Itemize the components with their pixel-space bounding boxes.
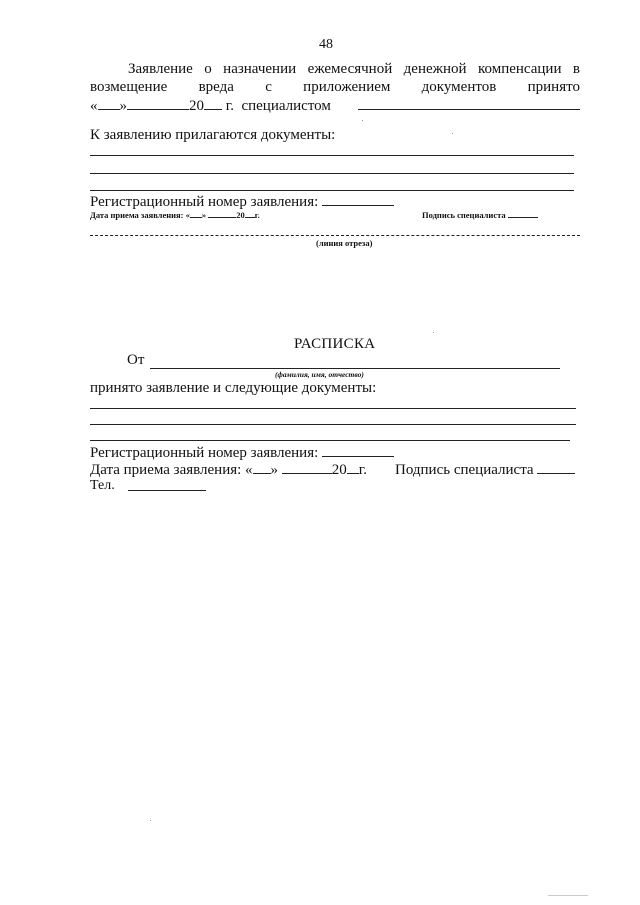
receipt-reg-number-row: Регистрационный номер заявления: (90, 443, 394, 462)
scan-speck (452, 133, 453, 134)
doc-line-1[interactable] (90, 155, 574, 156)
receipt-doc-line-1[interactable] (90, 408, 576, 409)
date-day-blank[interactable] (190, 209, 202, 218)
word-prilozheniem: приложением (303, 79, 391, 95)
phone-label: Тел. (90, 478, 115, 493)
phone-line[interactable] (128, 490, 206, 491)
receipt-doc-line-3[interactable] (90, 440, 570, 441)
statement-line-1: Заявление о назначении ежемесячной денежной компенсации в (128, 61, 580, 77)
receipt-signature-row: Подпись специалиста (395, 460, 575, 479)
word-vreda: вреда (198, 79, 234, 95)
reg-number-row: Регистрационный номер заявления: (90, 192, 394, 211)
receipt-doc-line-2[interactable] (90, 424, 576, 425)
cut-line-label: (линия отреза) (316, 238, 373, 248)
day-blank[interactable] (98, 96, 120, 110)
scan-speck (362, 120, 363, 121)
reg-number-blank[interactable] (322, 192, 394, 206)
word-dokumentov: документов (421, 79, 497, 95)
receipt-signature-blank[interactable] (537, 460, 575, 474)
signature-blank[interactable] (508, 209, 538, 218)
date-row-small: Дата приема заявления: « » 20 г. (90, 210, 260, 220)
page-number: 48 (319, 37, 333, 52)
statement-line-2 (90, 79, 580, 96)
statement-line-3: « » 20 г. специалистом (90, 98, 331, 114)
doc-line-2[interactable] (90, 173, 574, 174)
fio-caption: (фамилия, имя, отчество) (275, 370, 364, 379)
scan-mark (548, 895, 588, 896)
received-docs-label: принято заявление и следующие документы: (90, 380, 377, 396)
specialist-name-line[interactable] (358, 109, 580, 110)
from-label: От (127, 352, 145, 368)
word-vozmeschenie: возмещение (90, 79, 168, 95)
word-s: с (265, 79, 272, 95)
year-blank[interactable] (204, 96, 222, 110)
signature-row-small: Подпись специалиста (422, 209, 538, 220)
attached-docs-label: К заявлению прилагаются документы: (90, 127, 336, 143)
receipt-date-year-blank[interactable] (347, 460, 359, 474)
receipt-date-day-blank[interactable] (253, 460, 271, 474)
doc-line-3[interactable] (90, 190, 574, 191)
fio-line[interactable] (150, 368, 560, 369)
receipt-date-month-blank[interactable] (282, 460, 332, 474)
scan-speck (433, 332, 434, 333)
receipt-date-row: Дата приема заявления: « » 20 г. (90, 462, 368, 478)
word-prinyato: принято (527, 79, 580, 95)
month-blank[interactable] (127, 96, 189, 110)
receipt-reg-number-blank[interactable] (322, 443, 394, 457)
cut-line (90, 235, 580, 236)
date-year-blank[interactable] (245, 209, 255, 218)
receipt-title: РАСПИСКА (294, 336, 376, 352)
scan-speck (150, 820, 151, 821)
date-month-blank[interactable] (208, 209, 236, 218)
